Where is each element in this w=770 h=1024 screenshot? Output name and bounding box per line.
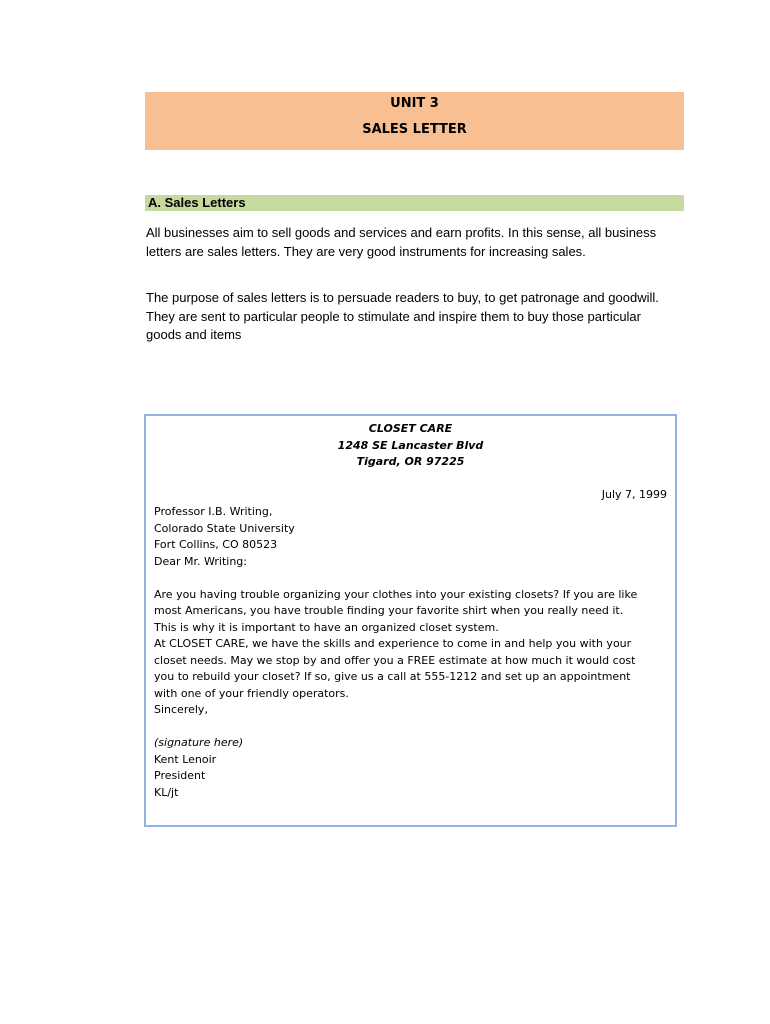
signer-name: Kent Lenoir xyxy=(154,752,217,766)
body-line: most Americans, you have trouble finding your favorite shirt when you really need it. xyxy=(154,604,624,617)
letter-date: July 7, 1999 xyxy=(601,488,667,501)
unit-number: UNIT 3 xyxy=(390,96,439,111)
letter-body xyxy=(154,504,665,801)
company-name: CLOSET CARE xyxy=(368,422,453,435)
section-heading: A. Sales Letters xyxy=(148,195,246,210)
typist-initials: KL/jt xyxy=(154,785,179,799)
body-line: This is why it is important to have an organized closet system. xyxy=(154,620,499,634)
purpose-paragraph: The purpose of sales letters is to persuade readers to buy, to get patronage and goodwill. They are sent to particular people to stimulate and inspire them to buy those particular goods and items xyxy=(146,290,659,342)
recipient-line: Fort Collins, CO 80523 xyxy=(154,538,278,551)
salutation: Dear Mr. Writing: xyxy=(154,554,247,568)
recipient-line: Colorado State University xyxy=(154,521,295,535)
section-heading-banner xyxy=(145,195,684,211)
signature-placeholder: (signature here) xyxy=(154,736,244,749)
intro-paragraph: All businesses aim to sell goods and services and earn profits. In this sense, all business letters are sales letters. They are very good instruments for increasing sales. xyxy=(146,225,657,259)
unit-title: SALES LETTER xyxy=(362,122,467,137)
spacer xyxy=(154,570,665,587)
sample-letter-box xyxy=(144,414,677,827)
closing: Sincerely, xyxy=(154,703,208,716)
body-line: you to rebuild your closet? If so, give us a call at 555-1212 and set up an appointment xyxy=(154,670,631,683)
company-city: Tigard, OR 97225 xyxy=(356,455,465,468)
body-line: with one of your friendly operators. xyxy=(154,686,349,700)
recipient-line: Professor I.B. Writing, xyxy=(154,505,273,518)
body-line: Are you having trouble organizing your clothes into your existing closets? If you are like xyxy=(154,587,638,601)
body-line: closet needs. May we stop by and offer you a FREE estimate at how much it would cost xyxy=(154,653,636,667)
body-line: At CLOSET CARE, we have the skills and experience to come in and help you with your xyxy=(154,637,632,650)
letterhead xyxy=(146,421,675,471)
signer-title: President xyxy=(154,769,206,782)
spacer xyxy=(154,719,665,736)
company-street: 1248 SE Lancaster Blvd xyxy=(337,438,484,452)
unit-title-banner xyxy=(145,92,684,150)
